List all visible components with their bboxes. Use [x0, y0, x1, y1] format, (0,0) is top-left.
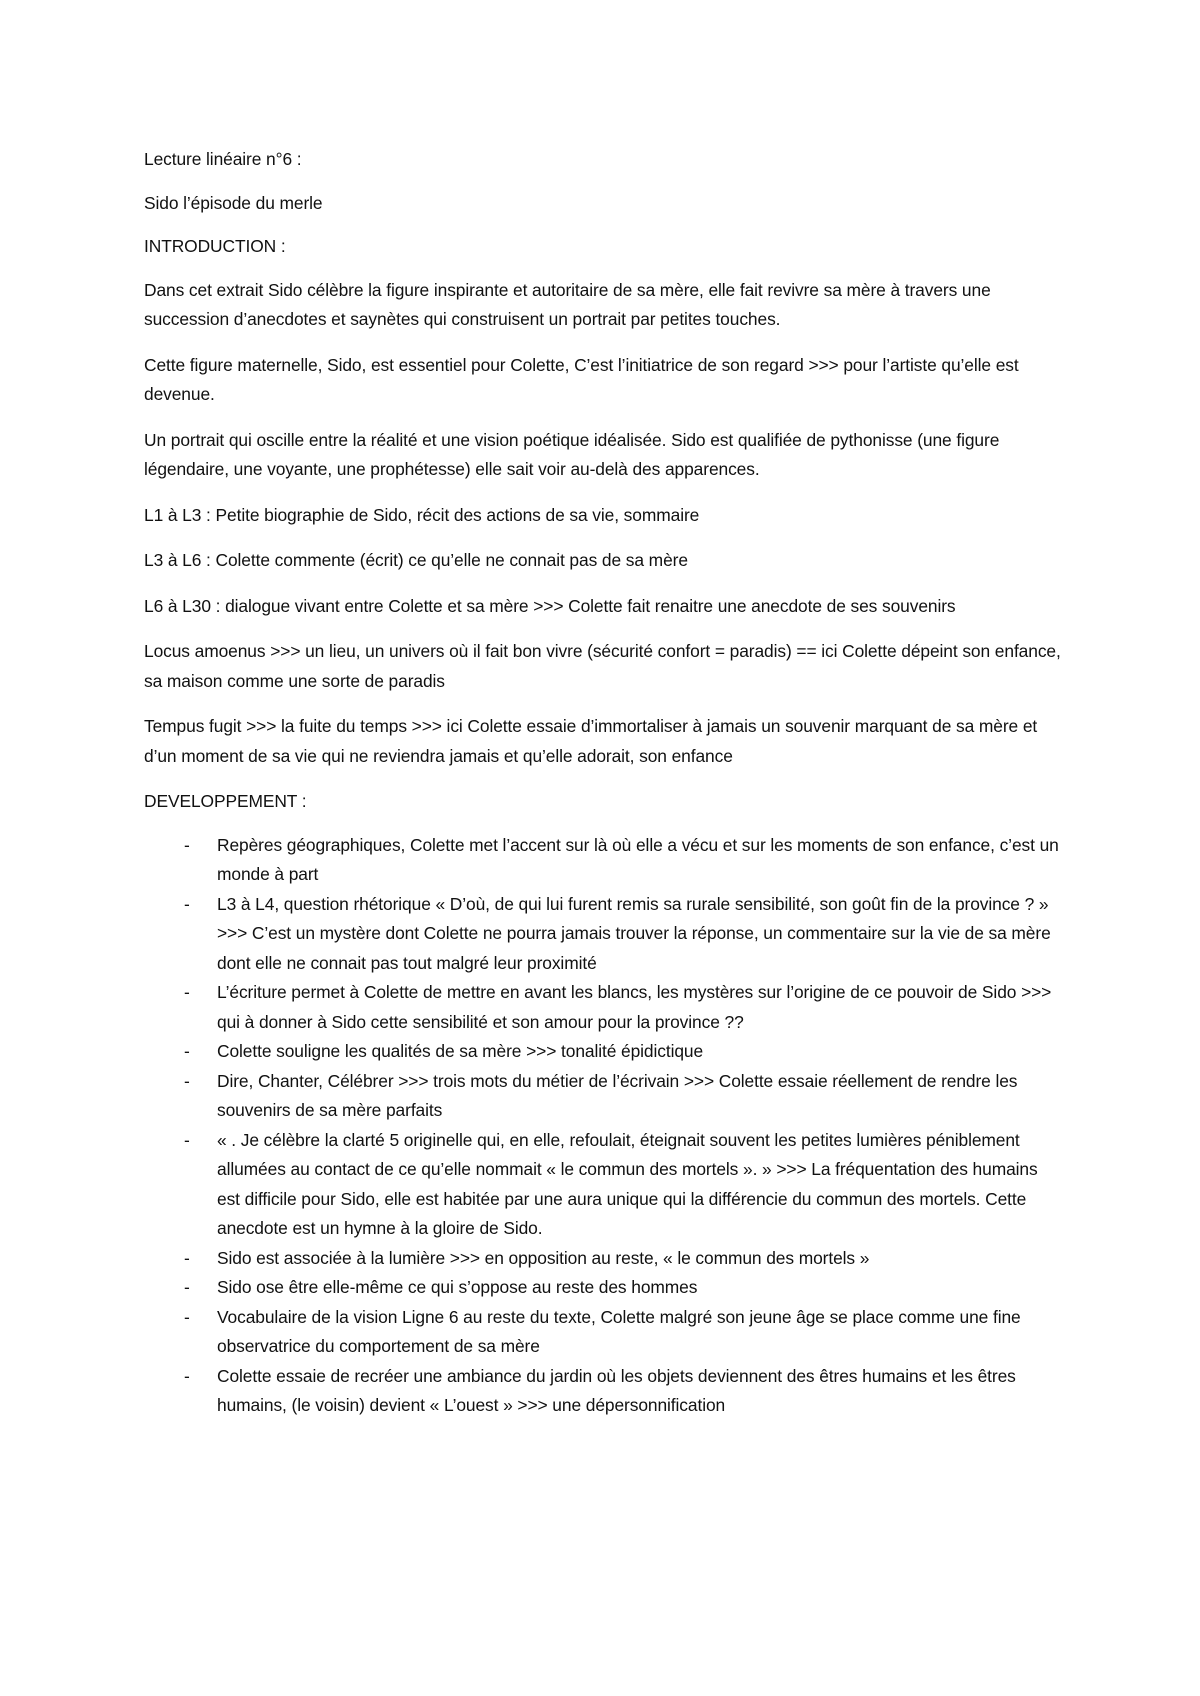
- list-item: [144, 831, 1064, 890]
- bullet-dash: -: [184, 1277, 190, 1297]
- list-item: [144, 890, 1064, 979]
- list-item: [144, 1273, 1064, 1303]
- intro-paragraph: Cette figure maternelle, Sido, est essentiel pour Colette, C’est l’initiatrice de son regard >>> pour l’artiste qu’elle est devenue.: [144, 354, 1019, 404]
- list-item-text: « . Je célèbre la clarté 5 originelle qui, en elle, refoulait, éteignait souvent les petites lumières péniblement allumées au contact de ce qu’elle nommait « le commun des mortels ». » >>> La fréquentation des humains est difficile pour Sido, elle est habitée par une aura unique qui la différencie du commun des mortels. Cette anecdote est un hymne à la gloire de Sido.: [217, 1129, 1038, 1238]
- list-item: [144, 1126, 1064, 1244]
- bullet-dash: -: [184, 1041, 190, 1061]
- list-item: [144, 1303, 1064, 1362]
- list-item-text: Dire, Chanter, Célébrer >>> trois mots du métier de l’écrivain >>> Colette essaie réellement de rendre les souvenirs de sa mère parfaits: [217, 1070, 1018, 1120]
- bullet-dash: -: [184, 1129, 190, 1150]
- list-item: [144, 1037, 1064, 1067]
- development-heading: DEVELOPPEMENT :: [144, 791, 307, 811]
- list-item-text: L3 à L4, question rhétorique « D’où, de qui lui furent remis sa rurale sensibilité, son goût fin de la province ? » >>> C’est un mystère dont Colette ne pourra jamais trouver la réponse, un commentaire sur la vie de sa mère dont elle ne connait pas tout malgré leur proximité: [217, 893, 1051, 973]
- list-item-text: L’écriture permet à Colette de mettre en avant les blancs, les mystères sur l’origine de ce pouvoir de Sido >>> qui à donner à Sido cette sensibilité et son amour pour la province ??: [217, 982, 1052, 1032]
- bullet-dash: -: [184, 834, 190, 855]
- list-item-text: Repères géographiques, Colette met l’accent sur là où elle a vécu et sur les moments de son enfance, c’est un monde à part: [217, 834, 1059, 884]
- bullet-dash: -: [184, 1070, 190, 1091]
- bullet-dash: -: [184, 982, 190, 1002]
- list-item-text: Sido est associée à la lumière >>> en opposition au reste, « le commun des mortels »: [217, 1247, 870, 1268]
- intro-paragraph: L3 à L6 : Colette commente (écrit) ce qu’elle ne connait pas de sa mère: [144, 550, 688, 570]
- list-item: [144, 1067, 1064, 1126]
- intro-heading: INTRODUCTION :: [144, 236, 286, 256]
- list-item: [144, 1362, 1064, 1421]
- list-item-text: Colette essaie de recréer une ambiance du jardin où les objets deviennent des êtres humains et les êtres humains, (le voisin) devient « L’ouest » >>> une dépersonnification: [217, 1365, 1016, 1415]
- intro-paragraph: Dans cet extrait Sido célèbre la figure inspirante et autoritaire de sa mère, elle fait revivre sa mère à travers une succession d’anecdotes et saynètes qui construisent un portrait par petites touches.: [144, 279, 991, 329]
- development-list: [144, 831, 1064, 1421]
- intro-paragraph: L1 à L3 : Petite biographie de Sido, récit des actions de sa vie, sommaire: [144, 504, 700, 525]
- bullet-dash: -: [184, 1247, 190, 1268]
- document-page: [144, 145, 1064, 1421]
- intro-paragraph: Tempus fugit >>> la fuite du temps >>> ici Colette essaie d’immortaliser à jamais un souvenir marquant de sa mère et d’un moment de sa vie qui ne reviendra jamais et qu’elle adorait, son enfance: [144, 716, 1038, 766]
- list-item-text: Vocabulaire de la vision Ligne 6 au reste du texte, Colette malgré son jeune âge se place comme une fine observatrice du comportement de sa mère: [217, 1306, 1021, 1356]
- list-item-text: Colette souligne les qualités de sa mère >>> tonalité épidictique: [217, 1041, 704, 1061]
- list-item: [144, 978, 1064, 1037]
- intro-paragraph: L6 à L30 : dialogue vivant entre Colette et sa mère >>> Colette fait renaitre une anecdote de ses souvenirs: [144, 595, 956, 616]
- list-item-text: Sido ose être elle-même ce qui s’oppose au reste des hommes: [217, 1277, 698, 1297]
- document-subtitle: Sido l’épisode du merle: [144, 192, 323, 213]
- bullet-dash: -: [184, 1306, 190, 1327]
- bullet-dash: -: [184, 1365, 190, 1386]
- list-item: [144, 1244, 1064, 1274]
- document-title: Lecture linéaire n°6 :: [144, 149, 302, 169]
- bullet-dash: -: [184, 893, 190, 914]
- intro-paragraph: Locus amoenus >>> un lieu, un univers où il fait bon vivre (sécurité confort = paradis) == ici Colette dépeint son enfance, sa maison comme une sorte de paradis: [144, 641, 1061, 691]
- intro-paragraph: Un portrait qui oscille entre la réalité et une vision poétique idéalisée. Sido est qualifiée de pythonisse (une figure légendaire, une voyante, une prophétesse) elle sait voir au-delà des apparences.: [144, 429, 1000, 479]
